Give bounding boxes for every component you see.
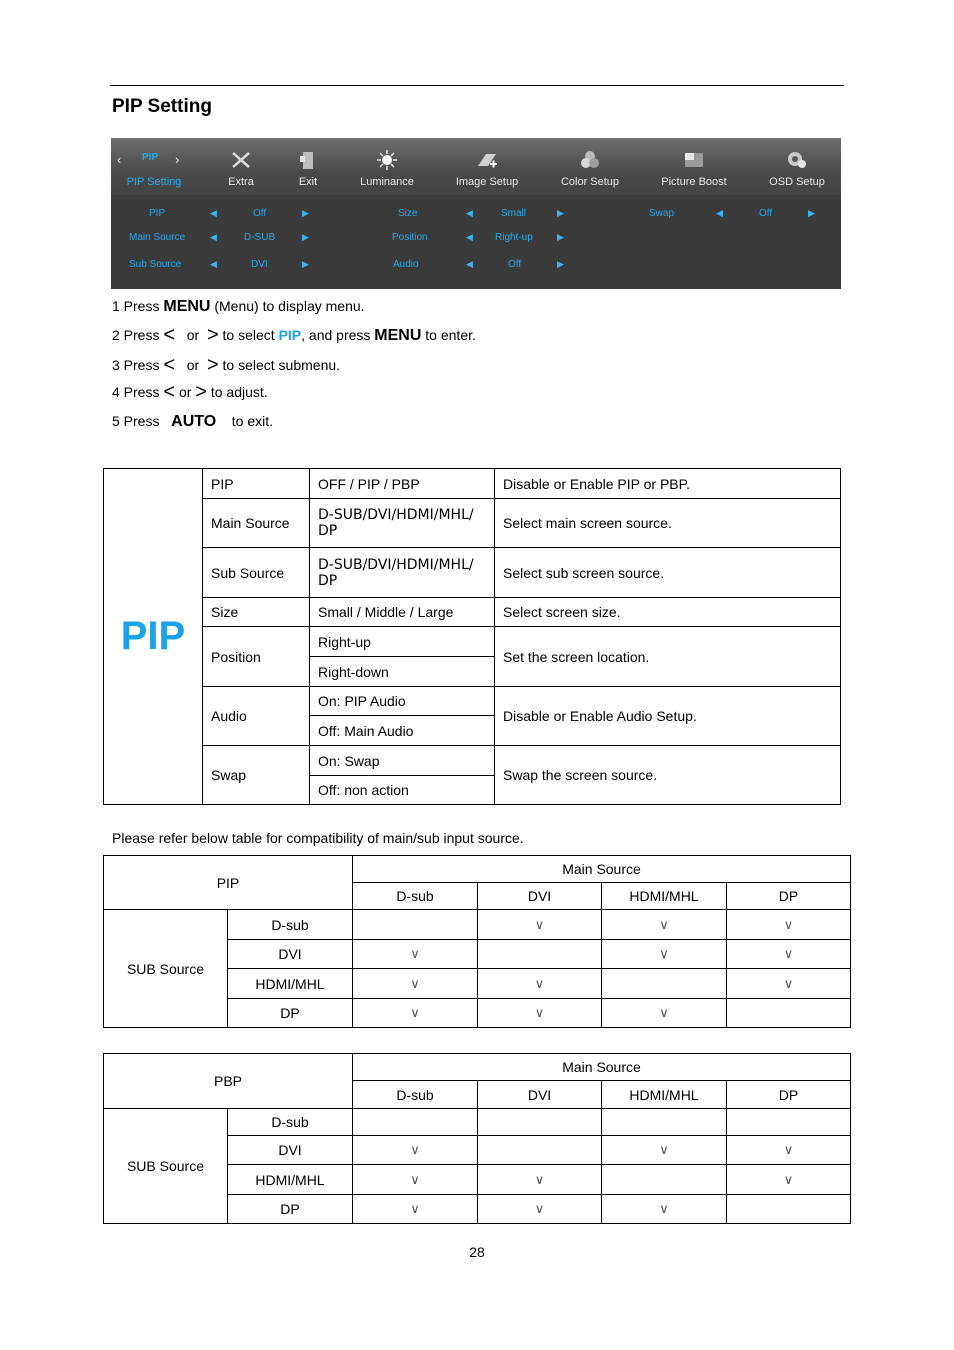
check-cell: ∨ (727, 1136, 851, 1165)
osd-tab-label: Extra (228, 176, 254, 188)
row-label: HDMI/MHL (228, 1165, 353, 1195)
check-cell (727, 999, 851, 1028)
osd-tab-label: Exit (298, 176, 318, 188)
check-cell (478, 940, 602, 969)
triangle-left-icon[interactable]: ◀ (210, 259, 217, 269)
row-description: Set the screen location. (495, 627, 841, 687)
pbp-compat-table (103, 1053, 851, 1224)
check-cell: ∨ (602, 940, 727, 969)
triangle-left-icon[interactable]: ◀ (210, 208, 217, 218)
osd-value-position: Right-up (495, 232, 533, 243)
step-text: 1 Press (112, 298, 164, 314)
check-cell: ∨ (478, 1195, 602, 1224)
osd-item-main-source[interactable]: Main Source (129, 232, 186, 243)
step-2 (112, 324, 476, 346)
check-cell: ∨ (353, 999, 478, 1028)
compat-note: Please refer below table for compatibility of main/sub input source. (112, 830, 524, 846)
triangle-left-icon[interactable]: ◀ (716, 208, 723, 218)
corner-label: PIP (104, 856, 353, 910)
step-text: 4 Press (112, 384, 164, 400)
row-description: Disable or Enable PIP or PBP. (495, 469, 841, 499)
step-1 (112, 298, 365, 316)
triangle-right-icon[interactable]: ▶ (302, 259, 309, 269)
chevron-left-icon: < (163, 381, 176, 403)
osd-item-size[interactable]: Size (398, 208, 418, 219)
color-circles-icon (579, 150, 601, 170)
osd-tab-label: Picture Boost (661, 176, 727, 188)
check-cell: ∨ (727, 969, 851, 999)
step-text: 3 Press (112, 357, 164, 373)
osd-tab-luminance[interactable] (351, 138, 423, 195)
check-cell: ∨ (353, 940, 478, 969)
triangle-left-icon[interactable]: ◀ (466, 232, 473, 242)
osd-tab-extra[interactable] (211, 138, 271, 195)
osd-tab-label: Luminance (360, 176, 414, 188)
row-label: HDMI/MHL (228, 969, 353, 999)
check-cell: ∨ (727, 1165, 851, 1195)
triangle-right-icon[interactable]: ▶ (557, 232, 564, 242)
step-text: to exit. (231, 413, 273, 429)
step-text: to select (218, 327, 279, 343)
check-cell: ∨ (602, 1136, 727, 1165)
tools-icon (230, 150, 252, 170)
step-text: or (178, 384, 192, 400)
chevron-right-icon: › (175, 152, 180, 167)
osd-value-pip: Off (253, 208, 267, 219)
osd-setup-icon (786, 150, 808, 170)
row-name-sub-source: Sub Source (203, 548, 310, 598)
check-cell (602, 969, 727, 999)
check-cell (727, 1109, 851, 1136)
step-4 (112, 381, 268, 403)
chevron-left-icon: < (163, 324, 176, 346)
auto-key: AUTO (171, 413, 217, 430)
chevron-left-icon: < (163, 354, 176, 376)
osd-item-swap[interactable]: Swap (649, 208, 675, 219)
check-cell: ∨ (478, 999, 602, 1028)
check-cell (478, 1136, 602, 1165)
osd-item-pip[interactable]: PIP (149, 208, 166, 219)
sun-icon (376, 150, 398, 170)
pip-big-label: PIP (104, 469, 203, 805)
triangle-right-icon[interactable]: ▶ (302, 208, 309, 218)
check-cell: ∨ (353, 969, 478, 999)
step-text: or (186, 357, 200, 373)
chevron-right-icon: > (195, 381, 207, 403)
check-cell: ∨ (478, 969, 602, 999)
column-header: D-sub (353, 883, 478, 910)
osd-tab-image-setup[interactable] (451, 138, 523, 195)
row-name-position: Position (203, 627, 310, 687)
row-description: Select main screen source. (495, 499, 841, 548)
check-cell (727, 1195, 851, 1224)
step-text: to enter. (421, 327, 476, 343)
row-label: DP (228, 1195, 353, 1224)
osd-menu-screenshot (111, 138, 841, 289)
step-3 (112, 354, 341, 376)
row-description: Swap the screen source. (495, 746, 841, 805)
osd-tab-label: Color Setup (560, 176, 620, 188)
row-options: D-SUB/DVI/HDMI/MHL/ DP (310, 499, 495, 548)
top-rule (110, 85, 844, 86)
osd-value-swap: Off (759, 208, 773, 219)
main-source-header: Main Source (353, 856, 851, 883)
row-label: D-sub (228, 910, 353, 940)
sub-source-header: SUB Source (104, 1109, 228, 1224)
column-header: DVI (478, 1081, 602, 1109)
triangle-left-icon[interactable]: ◀ (466, 208, 473, 218)
column-header: DP (727, 883, 851, 910)
check-cell: ∨ (353, 1195, 478, 1224)
column-header: HDMI/MHL (602, 1081, 727, 1109)
picture-boost-icon (683, 150, 705, 170)
triangle-right-icon[interactable]: ▶ (808, 208, 815, 218)
chevron-left-icon: ‹ (117, 152, 122, 167)
osd-value-audio: Off (508, 259, 522, 270)
step-text: 2 Press (112, 327, 164, 343)
check-cell (353, 1109, 478, 1136)
page-number: 28 (469, 1244, 485, 1260)
column-header: HDMI/MHL (602, 883, 727, 910)
main-source-header: Main Source (353, 1054, 851, 1081)
row-description: Select screen size. (495, 598, 841, 627)
row-options: OFF / PIP / PBP (310, 469, 495, 499)
osd-item-sub-source[interactable]: Sub Source (129, 259, 182, 270)
column-header: D-sub (353, 1081, 478, 1109)
row-name-pip: PIP (203, 469, 310, 499)
pip-highlight: PIP (278, 327, 302, 343)
row-name-swap: Swap (203, 746, 310, 805)
check-cell (602, 1109, 727, 1136)
row-label: DVI (228, 940, 353, 969)
triangle-right-icon[interactable]: ▶ (302, 232, 309, 242)
row-options: Small / Middle / Large (310, 598, 495, 627)
row-options: Off: Main Audio (310, 716, 495, 746)
row-options: D-SUB/DVI/HDMI/MHL/ DP (310, 548, 495, 598)
check-cell: ∨ (602, 1195, 727, 1224)
check-cell: ∨ (602, 910, 727, 940)
check-cell: ∨ (478, 1165, 602, 1195)
row-options: Off: non action (310, 776, 495, 805)
step-text: or (186, 327, 200, 343)
osd-item-audio[interactable]: Audio (393, 259, 419, 270)
step-text: 5 Press (112, 413, 164, 429)
row-name-size: Size (203, 598, 310, 627)
column-header: DP (727, 1081, 851, 1109)
menu-key: MENU (163, 298, 211, 315)
osd-tab-label: Image Setup (455, 176, 519, 188)
step-text: to select submenu. (218, 357, 341, 373)
sub-source-header: SUB Source (104, 910, 228, 1028)
row-label: DP (228, 999, 353, 1028)
osd-tab-color-setup[interactable] (555, 138, 625, 195)
osd-value-main-source: D-SUB (244, 232, 276, 243)
step-text: , and press (301, 327, 375, 343)
image-setup-icon (476, 150, 498, 170)
check-cell: ∨ (727, 940, 851, 969)
pip-settings-table (103, 468, 841, 805)
triangle-right-icon[interactable]: ▶ (557, 259, 564, 269)
osd-tab-exit[interactable] (281, 138, 335, 195)
menu-key: MENU (374, 327, 422, 344)
row-label: DVI (228, 1136, 353, 1165)
check-cell: ∨ (478, 910, 602, 940)
check-cell: ∨ (602, 999, 727, 1028)
osd-tab-bar (111, 138, 841, 195)
chevron-right-icon: > (206, 354, 219, 376)
osd-tab-label: PIP Setting (126, 176, 182, 188)
row-options: Right-down (310, 657, 495, 687)
check-cell (478, 1109, 602, 1136)
check-cell (602, 1165, 727, 1195)
triangle-left-icon[interactable]: ◀ (466, 259, 473, 269)
osd-tab-label: OSD Setup (769, 176, 825, 188)
osd-value-size: Small (501, 208, 527, 219)
corner-label: PBP (104, 1054, 353, 1109)
column-header: DVI (478, 883, 602, 910)
row-name-audio: Audio (203, 687, 310, 746)
check-cell (353, 910, 478, 940)
triangle-left-icon[interactable]: ◀ (210, 232, 217, 242)
pip-icon: PIP (142, 152, 159, 163)
osd-tab-pip-setting[interactable] (111, 138, 197, 195)
row-description: Disable or Enable Audio Setup. (495, 687, 841, 746)
triangle-right-icon[interactable]: ▶ (557, 208, 564, 218)
osd-value-sub-source: DVI (251, 259, 268, 270)
osd-tab-osd-setup[interactable] (763, 138, 831, 195)
step-text: (Menu) to display menu. (210, 298, 365, 314)
page-title: PIP Setting (112, 96, 212, 117)
row-label: D-sub (228, 1109, 353, 1136)
check-cell: ∨ (353, 1165, 478, 1195)
row-options: On: PIP Audio (310, 687, 495, 716)
step-5 (112, 413, 273, 431)
check-cell: ∨ (727, 910, 851, 940)
row-name-main-source: Main Source (203, 499, 310, 548)
step-text: to adjust. (206, 384, 268, 400)
row-options: On: Swap (310, 746, 495, 776)
chevron-right-icon: > (206, 324, 219, 346)
osd-item-position[interactable]: Position (392, 232, 428, 243)
pip-compat-table (103, 855, 851, 1028)
check-cell: ∨ (353, 1136, 478, 1165)
exit-door-icon (297, 150, 319, 170)
row-options: Right-up (310, 627, 495, 657)
row-description: Select sub screen source. (495, 548, 841, 598)
osd-tab-picture-boost[interactable] (657, 138, 731, 195)
